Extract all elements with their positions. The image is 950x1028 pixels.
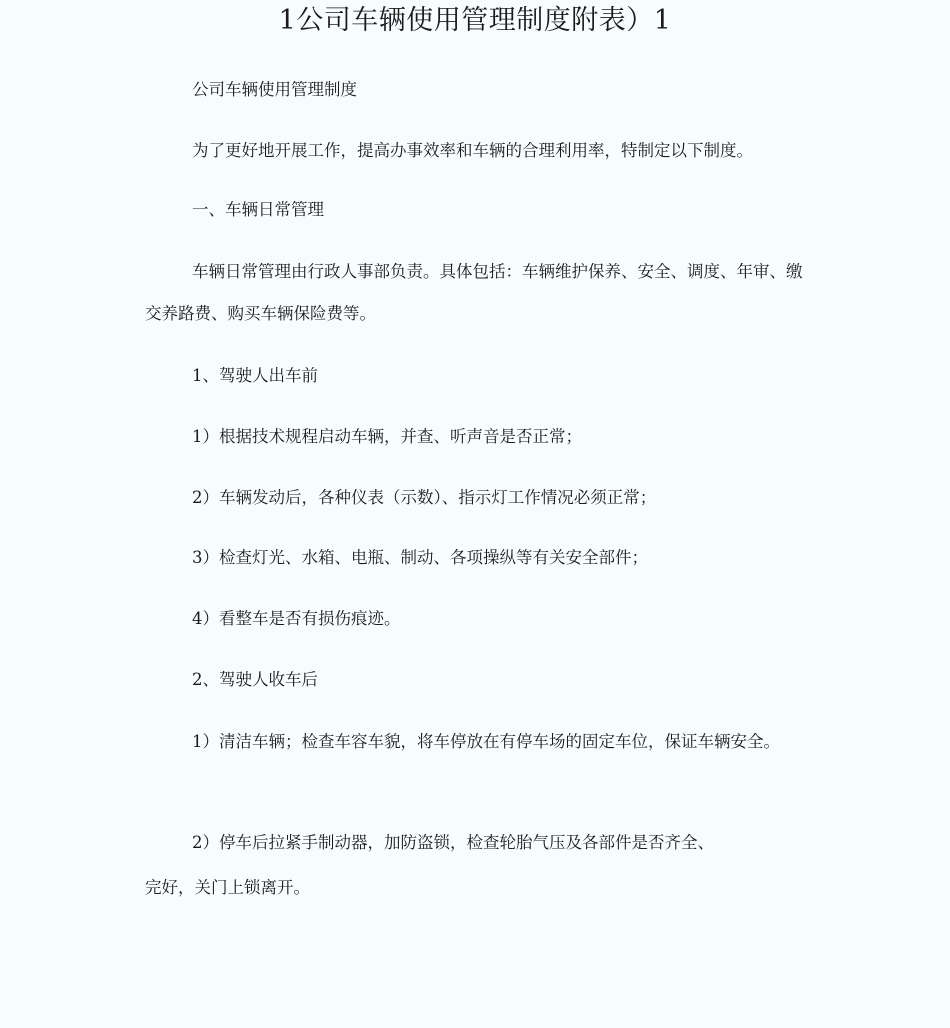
list-item: 1）根据技术规程启动车辆，并查、听声音是否正常；	[192, 427, 582, 446]
chapter-heading-daily-management: 一、车辆日常管理	[192, 200, 324, 219]
document-title: 1公司车辆使用管理制度附表）1	[278, 5, 672, 36]
list-item: 2）停车后拉紧手制动器，加防盗锁，检查轮胎气压及各部件是否齐全、	[192, 833, 714, 852]
subheading-after-return: 2、驾驶人收车后	[192, 670, 318, 689]
list-item-continuation: 完好，关门上锁离开。	[145, 878, 310, 897]
list-item: 3）检查灯光、水箱、电瓶、制动、各项操纵等有关安全部件；	[192, 548, 648, 567]
list-item: 2）车辆发动后，各种仪表（示数）、指示灯工作情况必须正常；	[192, 488, 657, 507]
intro-paragraph: 为了更好地开展工作，提高办事效率和车辆的合理利用率，特制定以下制度。	[192, 141, 753, 160]
daily-management-paragraph: 车辆日常管理由行政人事部负责。具体包括：车辆维护保养、安全、调度、年审、缴交养路费、购买车辆保险费等。	[145, 262, 803, 323]
list-item: 4）看整车是否有损伤痕迹。	[192, 609, 401, 628]
section-heading: 公司车辆使用管理制度	[192, 80, 357, 99]
subheading-before-departure: 1、驾驶人出车前	[192, 366, 318, 385]
list-item: 1）清洁车辆；检查车容车貌，将车停放在有停车场的固定车位，保证车辆安全。	[192, 732, 780, 751]
